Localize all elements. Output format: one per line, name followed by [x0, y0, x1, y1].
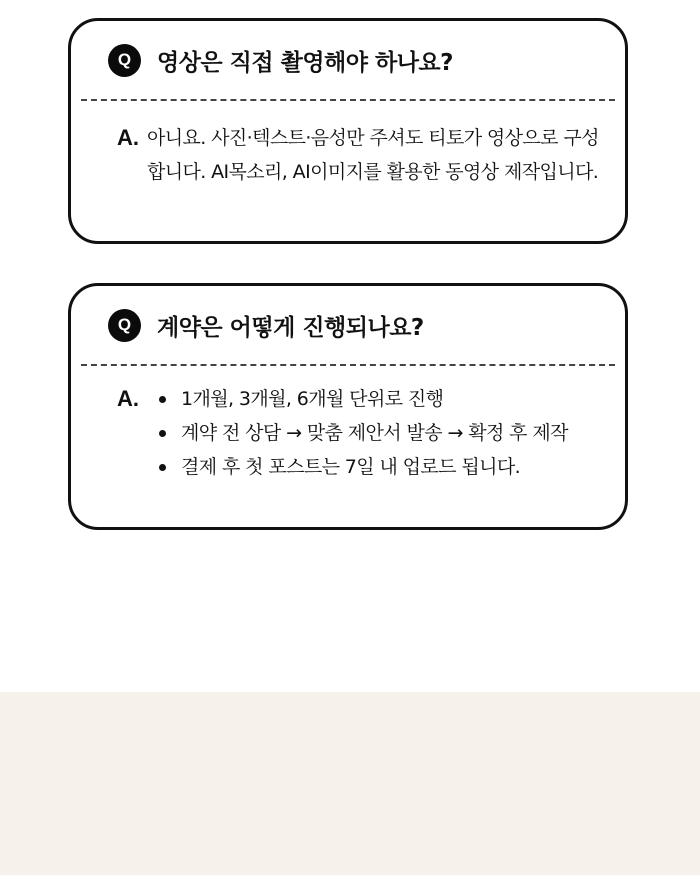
question-row[interactable] — [81, 21, 615, 101]
answer-label: A. — [117, 125, 139, 150]
q-badge-icon: Q — [108, 44, 141, 77]
answer-text: 아니요. 사진·텍스트·음성만 주셔도 티토가 영상으로 구성합니다. AI목소리, AI이미지를 활용한 동영상 제작입니다. — [147, 127, 599, 183]
list-item: 계약 전 상담 → 맞춤 제안서 발송 → 확정 후 제작 — [157, 416, 568, 450]
answer-list — [157, 382, 568, 484]
faq-card-filming — [68, 18, 628, 244]
question-row[interactable] — [81, 286, 615, 366]
faq-card-contract — [68, 283, 628, 530]
answer-row — [71, 366, 625, 484]
question-text: 계약은 어떻게 진행되나요? — [157, 314, 424, 341]
answer-row — [71, 101, 625, 189]
list-item: 1개월, 3개월, 6개월 단위로 진행 — [157, 382, 568, 416]
footer-band — [0, 692, 700, 875]
q-badge-icon: Q — [108, 309, 141, 342]
question-text: 영상은 직접 촬영해야 하나요? — [157, 49, 453, 76]
list-item: 결제 후 첫 포스트는 7일 내 업로드 됩니다. — [157, 450, 568, 484]
answer-label: A. — [117, 386, 139, 411]
